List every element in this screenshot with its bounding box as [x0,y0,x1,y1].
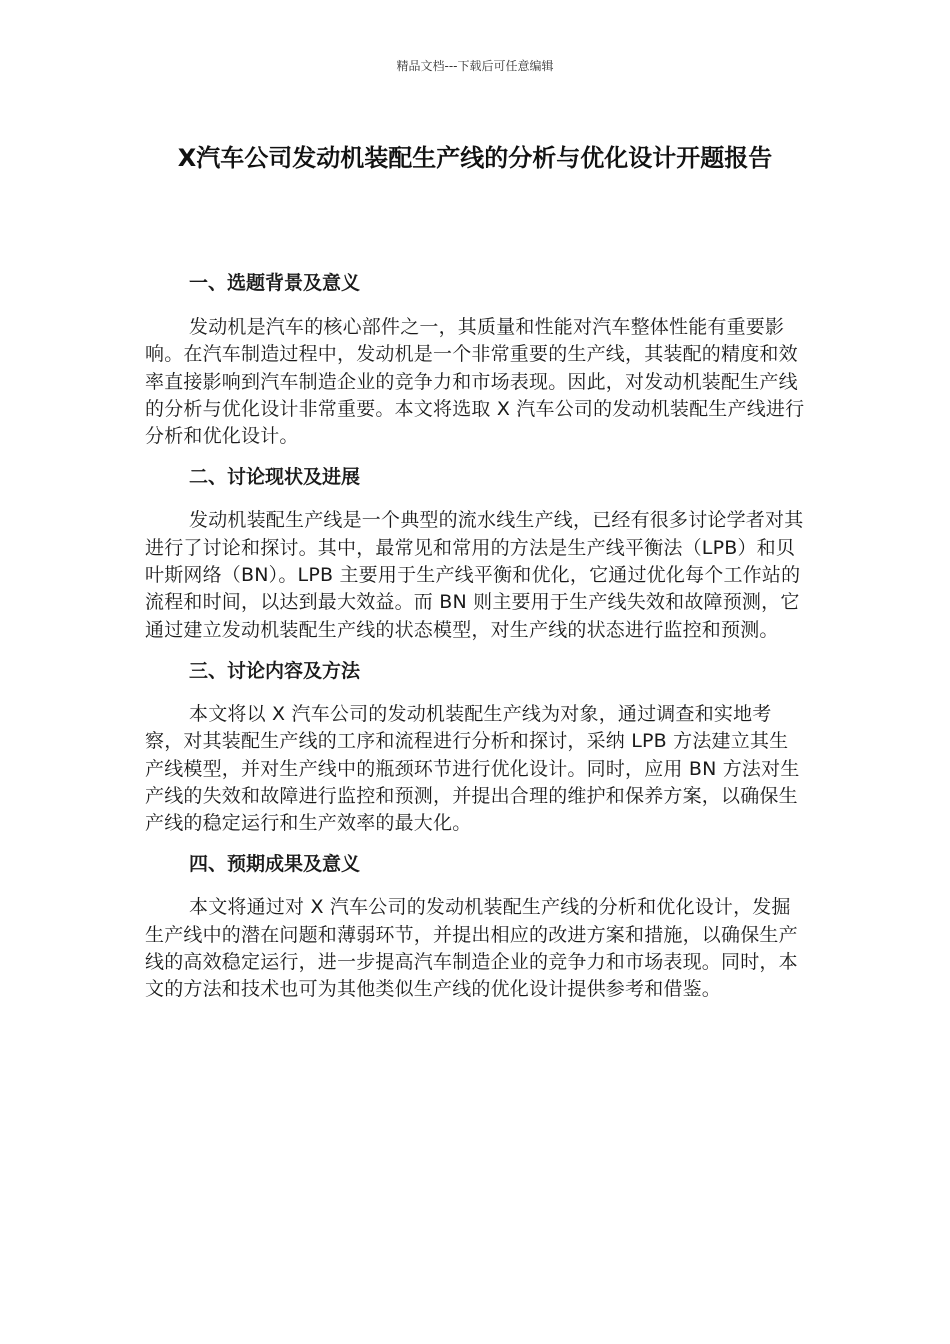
section-paragraph-methods: 本文将以 X 汽车公司的发动机装配生产线为对象，通过调查和实地考察，对其装配生产线的工序和流程进行分析和探讨，采纳 LPB 方法建立其生产线模型，并对生产线中的瓶颈环节进行优化设计。同时，应用 BN 方法对生产线的失效和故障进行监控和预测，并提出合理的维护和保养方案，以确保生产线的稳定运行和生产效率的最大化。 [145,702,800,835]
section-paragraph-outcomes: 本文将通过对 X 汽车公司的发动机装配生产线的分析和优化设计，发掘生产线中的潜在问题和薄弱环节，并提出相应的改进方案和措施，以确保生产线的高效稳定运行，进一步提高汽车制造企业的竞争力和市场表现。同时，本文的方法和技术也可为其他类似生产线的优化设计提供参考和借鉴。 [145,896,798,1001]
document-title: X汽车公司发动机装配生产线的分析与优化设计开题报告 [177,144,773,172]
document-body [145,270,807,1004]
section-paragraph-status: 发动机装配生产线是一个典型的流水线生产线，已经有很多讨论学者对其进行了讨论和探讨。其中，最常见和常用的方法是生产线平衡法（LPB）和贝叶斯网络（BN）。LPB 主要用于生产线平衡和优化，它通过优化每个工作站的流程和时间，以达到最大效益。而 BN 则主要用于生产线失效和故障预测，它通过建立发动机装配生产线的状态模型，对生产线的状态进行监控和预测。 [145,509,804,641]
page-header-note: 精品文档---下载后可任意编辑 [396,59,554,73]
section-heading-methods: 三、讨论内容及方法 [189,659,361,682]
section-heading-outcomes: 四、预期成果及意义 [189,853,361,876]
section-heading-status: 二、讨论现状及进展 [189,466,361,489]
section-heading-background: 一、选题背景及意义 [189,272,361,294]
section-paragraph-background: 发动机是汽车的核心部件之一，其质量和性能对汽车整体性能有重要影响。在汽车制造过程中，发动机是一个非常重要的生产线，其装配的精度和效率直接影响到汽车制造企业的竞争力和市场表现。因此，对发动机装配生产线的分析与优化设计非常重要。本文将选取 X 汽车公司的发动机装配生产线进行分析和优化设计。 [145,316,805,448]
